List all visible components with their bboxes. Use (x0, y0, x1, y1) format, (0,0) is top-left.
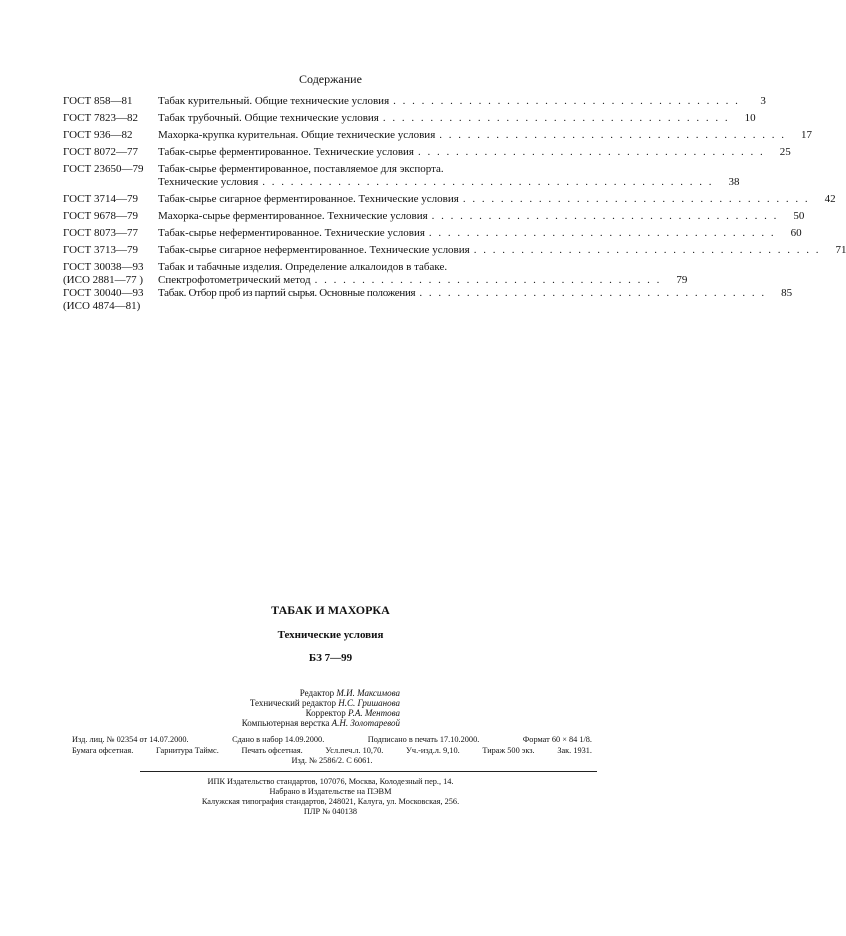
credit-editor (200, 688, 400, 698)
toc-title-continued: Технические условия (158, 176, 259, 188)
credit-name: М.И. Максимова (336, 688, 400, 698)
toc-code: ГОСТ 9678—79 (63, 210, 138, 222)
toc-code: ГОСТ 8073—77 (63, 227, 138, 239)
toc-page-number: 60 (790, 227, 802, 239)
credit-name: Р.А. Ментова (347, 708, 400, 718)
credit-corrector (200, 708, 400, 718)
toc-title: Табак-сырье сигарное ферментированное. Технические условия (158, 193, 459, 205)
toc-code: ГОСТ 936—82 (63, 129, 133, 141)
toc-page-number: 25 (779, 146, 791, 158)
toc-code: ГОСТ 858—81 (63, 95, 133, 107)
printer-typography: Калужская типография стандартов, 248021, Калуга, ул. Московская, 256. (201, 797, 460, 806)
toc-entry (63, 287, 793, 313)
toc-title: Табак трубочный. Общие технические условия (158, 112, 379, 124)
toc-page-number: 85 (781, 287, 793, 299)
toc-page-number: 10 (744, 112, 756, 124)
toc-code: ГОСТ 3713—79 (63, 244, 138, 256)
credit-role: Компьютерная верстка (241, 718, 330, 728)
toc-page-number: 3 (760, 95, 766, 107)
pub-line-1 (72, 735, 592, 746)
toc-entry (63, 163, 740, 189)
toc-entry (63, 112, 756, 125)
toc-code: ГОСТ 7823—82 (63, 112, 138, 124)
printer-info (100, 777, 561, 817)
typeface-info: Гарнитура Таймс. (155, 745, 219, 755)
print-sheets: Усл.печ.л. 10,70. (325, 745, 384, 755)
toc-code: ГОСТ 3714—79 (63, 193, 138, 205)
toc-leader-dots: . . . . . . . . . . . . . . . . . . . . . . . . . . . . . . . . . . . . . (393, 95, 740, 107)
pub-line-2 (72, 746, 592, 757)
imprint-code: БЗ 7—99 (308, 652, 353, 664)
toc-leader-dots: . . . . . . . . . . . . . . . . . . . . . . . . . . . . . . . . . . . . . (428, 227, 776, 239)
toc-title: Махорка-крупка курительная. Общие технические условия (158, 129, 436, 141)
toc-page-number: 50 (793, 210, 805, 222)
table-of-contents (63, 95, 846, 317)
pub-line-3: Изд. № 2586/2. С 6061. (291, 756, 373, 765)
toc-leader-dots: . . . . . . . . . . . . . . . . . . . . . . . . . . . . . . . . . . . . . (439, 129, 787, 141)
format-info: Формат 60 × 84 1/8. (522, 735, 592, 744)
toc-title: Табак. Отбор проб из партий сырья. Основные положения (158, 287, 416, 299)
toc-title: Табак-сырье ферментированное, поставляемое для экспорта. (158, 163, 444, 175)
toc-page-number: 79 (676, 274, 688, 286)
credit-layout (200, 718, 400, 728)
toc-leader-dots: . . . . . . . . . . . . . . . . . . . . . . . . . . . . . . . . . . . . . (419, 287, 767, 299)
printing-info: Печать офсетная. (241, 745, 303, 755)
toc-leader-dots: . . . . . . . . . . . . . . . . . . . . . . . . . . . . . . . . . . . . . (473, 244, 821, 256)
toc-page-number: 42 (824, 193, 836, 205)
credit-name: А.Н. Золотаревой (331, 718, 400, 728)
imprint-title: ТАБАК И МАХОРКА (271, 603, 390, 617)
imprint-subtitle: Технические условия (277, 629, 384, 641)
toc-title: Махорка-сырье ферментированное. Технические условия (158, 210, 428, 222)
toc-entry (63, 193, 836, 206)
credit-role: Корректор (305, 708, 346, 718)
print-signed-date: Подписано в печать 17.10.2000. (367, 735, 480, 744)
toc-code: ГОСТ 30040—93 (63, 287, 144, 299)
toc-title: Табак и табачные изделия. Определение алкалоидов в табаке. (158, 261, 448, 273)
paper-info: Бумага офсетная. (72, 745, 134, 755)
toc-entry (63, 129, 813, 142)
toc-page-number: 71 (835, 244, 846, 256)
toc-entry (63, 210, 805, 223)
credit-tech-editor (200, 698, 400, 708)
toc-code: ГОСТ 23650—79 (63, 163, 144, 175)
order-number: Зак. 1931. (557, 745, 592, 755)
toc-title-continued: Спектрофотометрический метод (158, 274, 311, 286)
publication-info (72, 735, 592, 767)
license-info: Изд. лиц. № 02354 от 14.07.2000. (72, 735, 189, 744)
toc-leader-dots: . . . . . . . . . . . . . . . . . . . . . . . . . . . . . . . . . . . . . (314, 274, 662, 286)
credit-role: Редактор (299, 688, 335, 698)
toc-code: ГОСТ 30038—93 (63, 261, 144, 273)
toc-code-iso: (ИСО 2881—77 ) (63, 274, 144, 286)
toc-leader-dots: . . . . . . . . . . . . . . . . . . . . . . . . . . . . . . . . . . . . . (462, 193, 810, 205)
toc-page-number: 17 (801, 129, 813, 141)
publisher-sheets: Уч.-изд.л. 9,10. (406, 745, 460, 755)
toc-entry (63, 95, 766, 108)
credit-name: Н.С. Гришанова (338, 698, 400, 708)
printer-publisher: ИПК Издательство стандартов, 107076, Москва, Колодезный пер., 14. (207, 777, 454, 786)
toc-leader-dots: . . . . . . . . . . . . . . . . . . . . . . . . . . . . . . . . . . . . . (431, 210, 779, 222)
print-run: Тираж 500 экз. (482, 745, 535, 755)
toc-code: ГОСТ 8072—77 (63, 146, 138, 158)
toc-entry (63, 146, 791, 159)
toc-entry (63, 227, 802, 240)
toc-entry (63, 244, 846, 257)
toc-title: Табак-сырье ферментированное. Технические условия (158, 146, 414, 158)
toc-code-iso: (ИСО 4874—81) (63, 300, 141, 312)
toc-entry (63, 261, 688, 287)
credits-block (200, 688, 400, 728)
printer-typeset: Набрано в Издательстве на ПЭВМ (269, 787, 392, 796)
toc-leader-dots: . . . . . . . . . . . . . . . . . . . . . . . . . . . . . . . . . . . . . (382, 112, 730, 124)
toc-title: Табак-сырье неферментированное. Технические условия (158, 227, 425, 239)
contents-heading: Содержание (299, 72, 362, 86)
typeset-date: Сдано в набор 14.09.2000. (232, 735, 325, 744)
toc-page-number: 38 (728, 176, 740, 188)
toc-leader-dots: . . . . . . . . . . . . . . . . . . . . . . . . . . . . . . . . . . . . . . . . . . . . . . . . (262, 176, 714, 188)
credit-role: Технический редактор (249, 698, 337, 708)
printer-license: ПЛР № 040138 (303, 807, 358, 816)
toc-title: Табак-сырье сигарное неферментированное. Технические условия (158, 244, 470, 256)
toc-title: Табак курительный. Общие технические условия (158, 95, 390, 107)
toc-leader-dots: . . . . . . . . . . . . . . . . . . . . . . . . . . . . . . . . . . . . . (417, 146, 765, 158)
divider-line (140, 771, 597, 772)
